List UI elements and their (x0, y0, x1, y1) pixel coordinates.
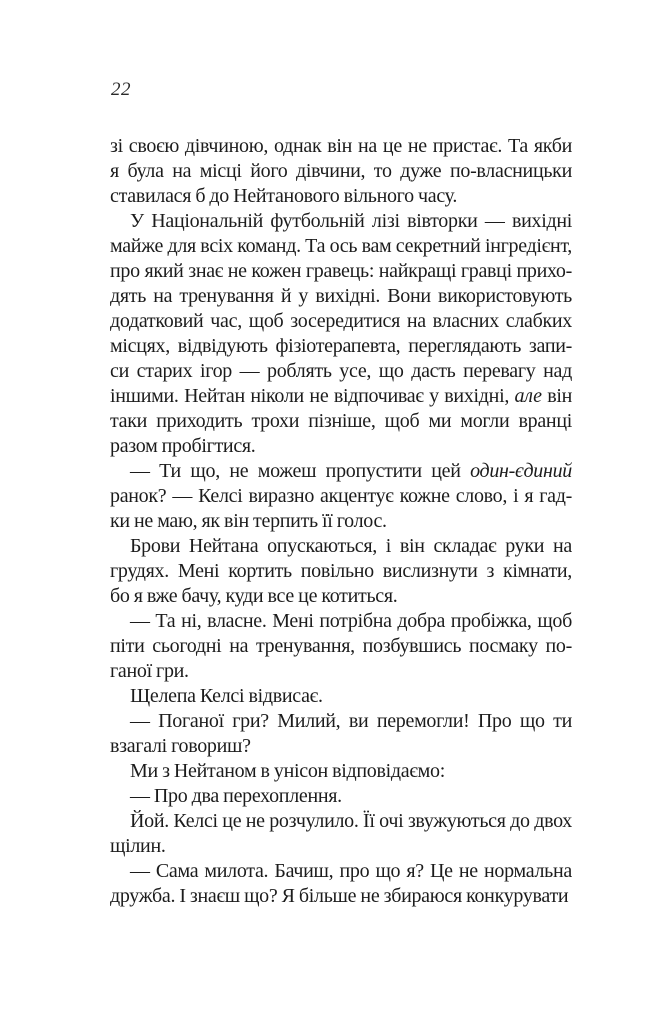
paragraph (110, 209, 572, 459)
text-line (110, 784, 572, 809)
text-segment: він (541, 385, 572, 407)
paragraph (110, 784, 572, 809)
paragraph (110, 709, 572, 759)
text-line (110, 209, 572, 234)
text-line (110, 359, 572, 384)
text-line (110, 309, 572, 334)
text-line (110, 834, 572, 859)
text-line (110, 259, 572, 284)
text-segment: ставилася б до Нейтанового вільного часу. (110, 185, 458, 207)
text-line (110, 884, 572, 909)
text-line (110, 534, 572, 559)
paragraph (110, 459, 572, 534)
text-line (110, 159, 572, 184)
italic-text-segment: але (514, 385, 542, 407)
paragraph (110, 534, 572, 609)
text-line (110, 734, 572, 759)
text-line (110, 634, 572, 659)
text-line (110, 509, 572, 534)
text-line (110, 334, 572, 359)
text-segment: — Сама милота. Бачиш, про що я? Це не нормальна (130, 860, 572, 882)
text-line (110, 184, 572, 209)
text-line (110, 759, 572, 784)
text-line (110, 709, 572, 734)
text-segment: си старих ігор — роблять усе, що дасть перевагу над (110, 360, 572, 382)
text-segment: про який знає не кожен гравець: найкращі гравці прихо- (110, 260, 572, 282)
text-segment: я була на місці його дівчини, то дуже по-власницьки (110, 160, 572, 182)
paragraph (110, 134, 572, 209)
text-line (110, 809, 572, 834)
text-segment: додатковий час, щоб зосередитися на власних слабких (110, 310, 572, 332)
text-segment: — Та ні, власне. Мені потрібна добра пробіжка, щоб (130, 610, 572, 632)
text-segment: Ми з Нейтаном в унісон відповідаємо: (130, 760, 445, 782)
text-segment: У Національній футбольній лізі вівторки — вихідні (130, 210, 572, 232)
text-segment: дружба. І знаєш що? Я більше не збираюся конкурувати (110, 885, 569, 907)
text-segment: ки не маю, як він терпить її голос. (110, 510, 387, 532)
text-segment: іншими. Нейтан ніколи не відпочиває у вихідні, (110, 385, 515, 407)
text-line (110, 434, 572, 459)
text-segment: піти сьогодні на тренування, позбувшись посмаку по- (110, 635, 572, 657)
text-segment: — Поганої гри? Милий, ви перемогли! Про що ти (130, 710, 572, 732)
text-segment: Йой. Келсі це не розчулило. Її очі звужуються до двох (130, 810, 572, 832)
text-segment: — Ти що, не можеш пропустити цей (130, 460, 471, 482)
text-segment: дять на тренування й у вихідні. Вони використовують (110, 285, 572, 307)
text-segment: Щелепа Келсі відвисає. (130, 685, 323, 707)
text-line (110, 284, 572, 309)
paragraph (110, 759, 572, 784)
text-segment: разом пробігтися. (110, 435, 256, 457)
text-line (110, 609, 572, 634)
paragraph (110, 859, 572, 909)
text-line (110, 459, 572, 484)
text-line (110, 409, 572, 434)
text-line (110, 659, 572, 684)
paragraph (110, 609, 572, 684)
text-segment: Брови Нейтана опускаються, і він складає руки на (130, 535, 572, 557)
text-segment: ганої гри. (110, 660, 189, 682)
text-line (110, 234, 572, 259)
text-segment: місцях, відвідують фізіотерапевта, переглядають запи- (110, 335, 572, 357)
text-segment: взагалі говориш? (110, 735, 251, 757)
text-segment: щілин. (110, 835, 166, 857)
text-line (110, 384, 572, 409)
text-line (110, 584, 572, 609)
text-segment: таки приходить трохи пізніше, щоб ми могли вранці (110, 410, 572, 432)
text-segment: зі своєю дівчиною, однак він на це не пристає. Та якби (110, 135, 572, 157)
italic-text-segment: один-єдиний (470, 460, 572, 482)
body-text (110, 134, 572, 909)
text-line (110, 484, 572, 509)
text-segment: бо я вже бачу, куди все це котиться. (110, 585, 398, 607)
text-segment: — Про два перехоплення. (130, 785, 342, 807)
text-segment: майже для всіх команд. Та ось вам секретний інгредієнт, (110, 235, 572, 257)
paragraph (110, 684, 572, 709)
text-line (110, 684, 572, 709)
text-line (110, 859, 572, 884)
page-number: 22 (111, 79, 131, 100)
text-line (110, 134, 572, 159)
text-segment: ранок? — Келсі виразно акцентує кожне слово, і я гад- (110, 485, 572, 507)
paragraph (110, 809, 572, 859)
text-line (110, 559, 572, 584)
text-segment: грудях. Мені кортить повільно вислизнути з кімнати, (110, 560, 572, 582)
